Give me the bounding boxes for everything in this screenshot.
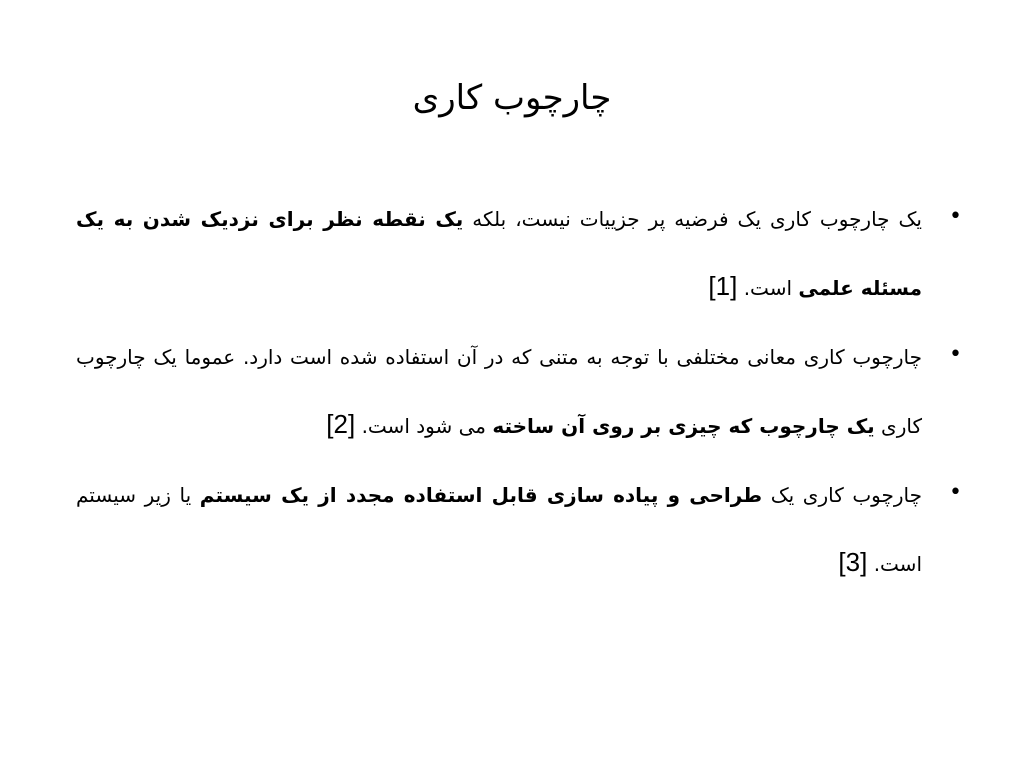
bullet-text: یا زیر سیستم است.	[76, 483, 922, 576]
citation: [3]	[838, 547, 868, 577]
bullet-item	[76, 324, 964, 460]
bullet-dot-icon: •	[949, 480, 962, 505]
bullet-text: چارچوب کاری یک	[762, 483, 922, 507]
bullet-text: یک چارچوب کاری یک فرضیه پر جزییات نیست، بلکه	[463, 207, 922, 231]
bullet-dot-icon: •	[949, 204, 962, 229]
bullet-dot-icon: •	[949, 342, 962, 367]
citation: [1]	[708, 271, 738, 301]
bullet-text: است.	[743, 276, 799, 300]
bullet-item	[76, 186, 964, 322]
citation: [2]	[326, 409, 356, 439]
bullet-bold-text: طراحی و پیاده سازی قابل استفاده مجدد از یک سیستم	[199, 483, 763, 507]
bullet-text: می شود است.	[361, 414, 493, 438]
bullet-bold-text: یک نقطه نظر برای نزدیک شدن به یک مسئله علمی	[76, 207, 922, 300]
bullet-item	[76, 462, 964, 598]
bullet-text: چارچوب کاری معانی مختلفی با توجه به متنی که در آن استفاده شده است دارد. عموما یک چارچوب کاری	[76, 345, 922, 438]
bullet-bold-text: یک چارچوب که چیزی بر روی آن ساخته	[492, 414, 875, 438]
bullet-list	[76, 186, 964, 600]
slide-title: چارچوب کاری	[412, 78, 612, 118]
